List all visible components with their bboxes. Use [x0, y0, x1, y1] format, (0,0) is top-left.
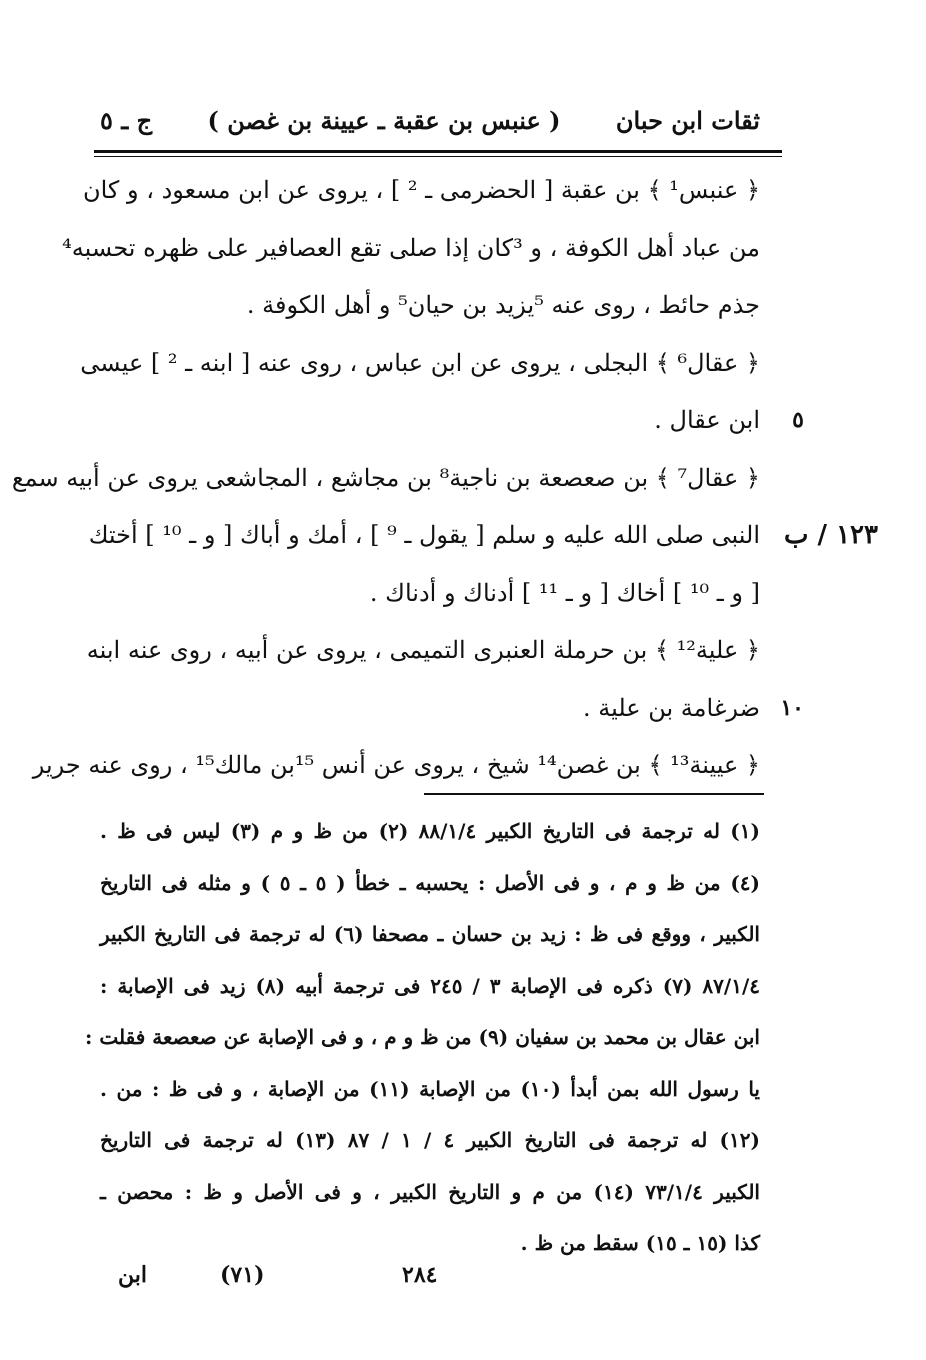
footnote-separator	[424, 793, 764, 795]
text-line: ﴿ عيينة¹³ ﴾ بن غصن¹⁴ شيخ ، يروى عن أنس ¹⁵بن مالك¹⁵ ، روى عنه جرير	[32, 751, 760, 779]
header-rule	[94, 150, 782, 153]
header-rule-thin	[94, 156, 782, 157]
footnote-line: يا رسول الله بمن أبدأ (١٠) من الإصابة (١١) من الإصابة ، و فى ظ : من .	[100, 1076, 760, 1101]
line-number: ٥	[792, 407, 804, 433]
footnote-line: (١٢) له ترجمة فى التاريخ الكبير ٤ / ١ / ٨٧ (١٣) له ترجمة فى التاريخ	[100, 1128, 760, 1152]
line-number: ١٠	[780, 694, 804, 721]
volume-marker: (٧١)	[220, 1262, 265, 1288]
footnote-line: الكبير ، ووقع فى ظ : زيد بن حسان ـ مصحفا (٦) له ترجمة فى التاريخ الكبير	[100, 922, 760, 946]
footnote-line: كذا (١٥ ـ ١٥) سقط من ظ .	[520, 1231, 760, 1255]
running-header	[100, 100, 760, 140]
footnote-line: (٤) من ظ و م ، و فى الأصل : يحسبه ـ خطأ ( ٥ ـ ٥ ) و مثله فى التاريخ	[100, 870, 760, 895]
manuscript-folio-reference: ١٢٣ / ب	[784, 520, 878, 550]
page-footer	[100, 1262, 760, 1302]
main-text	[11, 162, 804, 795]
page-number: ٢٨٤	[402, 1262, 438, 1288]
text-line: ﴿ عقال⁷ ﴾ بن صعصعة بن ناجية⁸ بن مجاشع ، المجاشعى يروى عن أبيه سمع	[11, 463, 760, 492]
text-line: جذم حائط ، روى عنه ⁵يزيد بن حيان⁵ و أهل الكوفة .	[246, 291, 760, 319]
footnote-line: ابن عقال بن محمد بن سفيان (٩) من ظ و م ، و فى الإصابة عن صعصعة فقلت :	[85, 1025, 760, 1049]
entry-range: ( عنبس بن عقبة ـ عيينة بن غصن )	[207, 105, 561, 135]
book-title: ثقات ابن حبان	[615, 105, 760, 135]
footnote-line: الكبير ٧٣/١/٤ (١٤) من م و التاريخ الكبير ، و فى الأصل و ظ : محصن ـ	[100, 1179, 760, 1204]
text-line: ﴿ عقال⁶ ﴾ البجلى ، يروى عن ابن عباس ، روى عنه [ ابنه ـ ² ] عيسى	[80, 348, 760, 377]
text-line: [ و ـ ¹⁰ ] أخاك [ و ـ ¹¹ ] أدناك و أدناك .	[369, 578, 760, 607]
volume-label: ج ـ ٥	[100, 105, 153, 135]
text-line: من عباد أهل الكوفة ، و ³كان إذا صلى تقع العصافير على ظهره تحسبه⁴	[62, 233, 760, 262]
text-line: ﴿ علية¹² ﴾ بن حرملة العنبرى التميمى ، يروى عن أبيه ، روى عنه ابنه	[86, 636, 760, 664]
text-line: ٥ ابن عقال .	[100, 392, 760, 450]
text-line: ﴿ عنبس¹ ﴾ بن عقبة [ الحضرمى ـ ² ] ، يروى عن ابن مسعود ، و كان	[82, 176, 760, 204]
footnote-line: ٨٧/١/٤ (٧) ذكره فى الإصابة ٣ / ٢٤٥ فى ترجمة أبيه (٨) زيد فى الإصابة :	[100, 973, 760, 998]
text-line: ١٠ ضرغامة بن علية .	[100, 680, 760, 738]
catchword: ابن	[118, 1262, 147, 1288]
text-line: النبى صلى الله عليه و سلم [ يقول ـ ⁹ ] ، أمك و أباك [ و ـ ¹⁰ ] أختك	[88, 521, 760, 549]
footnotes	[85, 806, 760, 1270]
footnote-line: (١) له ترجمة فى التاريخ الكبير ٨٨/١/٤ (٢) من ظ و م (٣) ليس فى ظ .	[100, 819, 760, 843]
